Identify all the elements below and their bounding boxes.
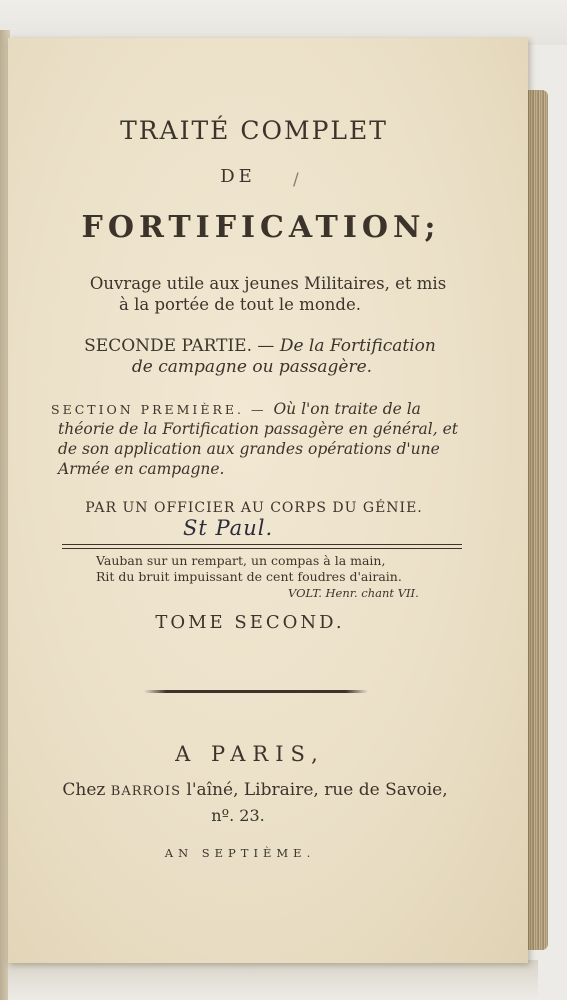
section-label: SECTION PREMIÈRE. — (51, 402, 274, 417)
part-title-line-2: de campagne ou passagère. (131, 357, 373, 377)
double-rule (62, 544, 462, 549)
subtitle-line-2: à la portée de tout le monde. (119, 295, 361, 314)
section-title-italic: Où l'on traite de la (273, 400, 421, 418)
table-shadow (8, 960, 538, 1000)
author-line: PAR UN OFFICIER AU CORPS DU GÉNIE. (85, 500, 423, 516)
title-line-2: FORTIFICATION; (81, 210, 441, 245)
imprint-city: A PARIS, (175, 742, 325, 766)
imprint-number: nº. 23. (211, 806, 265, 825)
part-title-italic: De la Fortification (279, 336, 436, 356)
title-connector: DE (220, 166, 256, 187)
section-line-2: théorie de la Fortification passagère en général, et (58, 420, 458, 438)
ornamental-rule (144, 690, 368, 693)
section-heading (51, 400, 463, 418)
volume-label: TOME SECOND. (155, 612, 345, 633)
publisher-prefix: Chez (62, 780, 111, 800)
pencil-mark: / (293, 170, 299, 190)
subtitle-line-1: Ouvrage utile aux jeunes Militaires, et mis (89, 274, 447, 293)
publisher-name: BARROIS (110, 784, 181, 799)
publisher-address: l'aîné, Libraire, rue de Savoie, (180, 780, 448, 800)
imprint-year: AN SEPTIÈME. (164, 846, 316, 860)
epigraph-source: VOLT. Henr. chant VII. (288, 586, 419, 600)
part-heading (0, 336, 520, 356)
imprint-publisher (0, 780, 515, 800)
handwritten-signature: St Paul. (183, 516, 274, 540)
part-label: SECONDE PARTIE. — (84, 336, 280, 356)
section-line-3: de son application aux grandes opérations d'une (58, 440, 440, 458)
title-page (8, 38, 528, 963)
epigraph-line-2: Rit du bruit impuissant de cent foudres d'airain. (96, 569, 402, 584)
title-line-1: TRAITÉ COMPLET (120, 116, 388, 145)
epigraph-line-1: Vauban sur un rempart, un compas à la main, (96, 553, 386, 568)
section-line-4: Armée en campagne. (58, 460, 225, 478)
